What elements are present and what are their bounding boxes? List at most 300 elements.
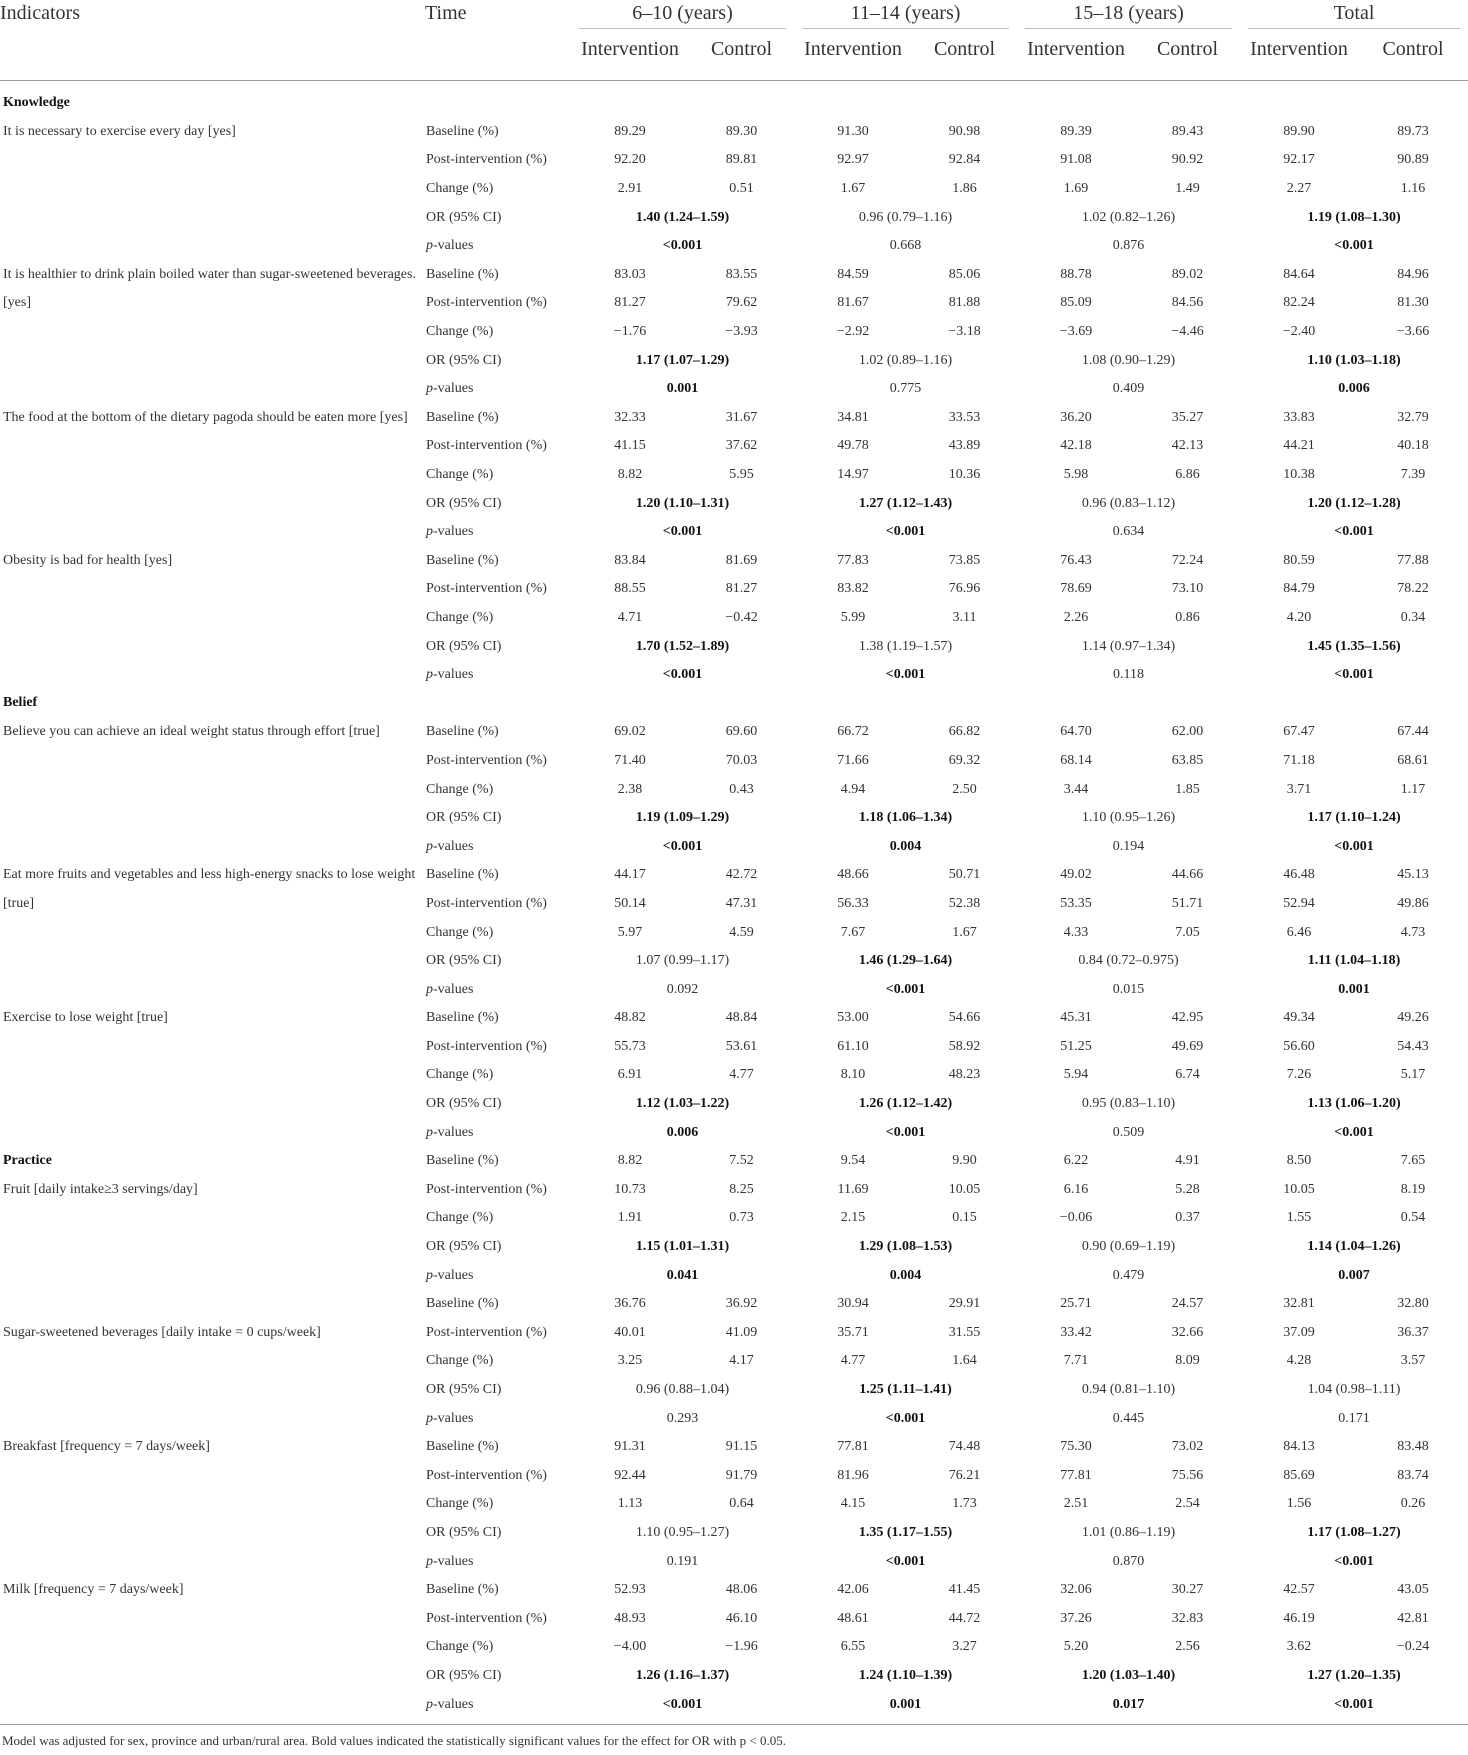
value-cell: 67.44 — [1397, 724, 1429, 740]
indicator-label: Obesity is bad for health [yes] — [3, 552, 173, 568]
p-value-cell: 0.445 — [1112, 1410, 1145, 1426]
value-cell: 6.16 — [1063, 1181, 1089, 1197]
value-cell: 0.37 — [1175, 1210, 1200, 1226]
value-cell: 83.74 — [1397, 1467, 1429, 1483]
col-group-11-14 — [794, 0, 1017, 34]
value-cell: 6.86 — [1175, 467, 1200, 483]
value-cell: 84.64 — [1283, 266, 1315, 282]
row-label-post: Post-intervention (%) — [426, 1181, 547, 1197]
empty-cell — [689, 81, 794, 118]
value-cell: 30.27 — [1171, 1582, 1204, 1598]
value-cell: 89.02 — [1171, 266, 1204, 282]
row-label-p-values: p-values — [426, 1553, 474, 1569]
or-cell: 1.01 (0.86–1.19) — [1081, 1524, 1176, 1540]
row-label-baseline: Baseline (%) — [426, 552, 499, 568]
indicator-label: Believe you can achieve an ideal weight status through effort [true] — [3, 724, 380, 740]
value-cell: 49.86 — [1397, 895, 1429, 911]
value-cell: 4.77 — [840, 1353, 866, 1369]
row-label-p-values: p-values — [426, 381, 474, 397]
or-cell: 1.14 (0.97–1.34) — [1081, 638, 1176, 654]
value-cell: 46.48 — [1283, 867, 1315, 883]
p-value-cell: 0.876 — [1112, 238, 1145, 254]
value-cell: 6.74 — [1175, 1067, 1200, 1083]
p-italic: p — [426, 238, 433, 254]
p-value-cell: <0.001 — [1334, 1696, 1374, 1712]
row-label-or: OR (95% CI) — [426, 1239, 502, 1255]
value-cell: 4.17 — [729, 1353, 754, 1369]
p-italic: p — [426, 1124, 433, 1140]
value-cell: 89.39 — [1060, 123, 1092, 139]
value-cell: 76.96 — [948, 581, 981, 597]
col-group-label: 6–10 (years) — [579, 2, 786, 29]
value-cell: 49.69 — [1171, 1038, 1204, 1054]
col-header-control: Control — [1135, 34, 1240, 81]
value-cell: −3.18 — [948, 324, 981, 340]
value-cell: 3.44 — [1063, 781, 1089, 797]
col-group-6-10 — [571, 0, 794, 34]
p-value-cell: 0.870 — [1112, 1553, 1145, 1569]
table-row — [0, 718, 1468, 747]
value-cell: 10.05 — [948, 1181, 981, 1197]
value-cell: 5.97 — [617, 924, 643, 940]
p-value-cell: 0.004 — [889, 1267, 922, 1283]
value-cell: 3.25 — [617, 1353, 643, 1369]
table-row — [0, 1576, 1468, 1605]
value-cell: 53.61 — [725, 1038, 758, 1054]
table-row — [0, 1147, 1468, 1176]
row-label-post: Post-intervention (%) — [426, 752, 547, 768]
value-cell: 32.81 — [1283, 1296, 1315, 1312]
value-cell: 6.55 — [840, 1639, 866, 1655]
value-cell: 7.65 — [1400, 1153, 1426, 1169]
value-cell: 0.43 — [729, 781, 754, 797]
indicator-label: Eat more fruits and vegetables and less high-energy snacks to lose weight [true] — [3, 867, 416, 911]
row-label-baseline: Baseline (%) — [426, 123, 499, 139]
value-cell: 83.82 — [837, 581, 869, 597]
value-cell: 44.21 — [1283, 438, 1315, 454]
value-cell: 89.73 — [1397, 123, 1429, 139]
empty-cell — [1017, 81, 1135, 118]
row-label-baseline: Baseline (%) — [426, 1439, 499, 1455]
value-cell: 37.62 — [725, 438, 758, 454]
value-cell: 48.82 — [614, 1010, 646, 1026]
or-cell: 1.45 (1.35–1.56) — [1307, 638, 1401, 654]
row-label-p-values: p-values — [426, 981, 474, 997]
value-cell: 66.72 — [837, 724, 869, 740]
value-cell: 1.56 — [1286, 1496, 1312, 1512]
row-label-change: Change (%) — [426, 181, 494, 197]
value-cell: 4.59 — [729, 924, 754, 940]
value-cell: −1.76 — [613, 324, 647, 340]
value-cell: 1.64 — [952, 1353, 977, 1369]
value-cell: 11.69 — [837, 1181, 869, 1197]
value-cell: 63.85 — [1171, 752, 1204, 768]
value-cell: 81.69 — [725, 552, 758, 568]
value-cell: 24.57 — [1171, 1296, 1204, 1312]
value-cell: 10.36 — [948, 467, 981, 483]
or-cell: 1.10 (0.95–1.26) — [1081, 810, 1176, 826]
value-cell: 49.78 — [837, 438, 869, 454]
p-value-cell: <0.001 — [1334, 667, 1374, 683]
value-cell: 36.20 — [1060, 409, 1092, 425]
row-label-p-values: p-values — [426, 1410, 474, 1426]
value-cell: 0.15 — [952, 1210, 977, 1226]
value-cell: −0.06 — [1059, 1210, 1093, 1226]
value-cell: 56.60 — [1283, 1038, 1315, 1054]
p-value-cell: 0.479 — [1112, 1267, 1145, 1283]
row-label-baseline: Baseline (%) — [426, 266, 499, 282]
value-cell: 42.81 — [1397, 1610, 1429, 1626]
value-cell: 41.45 — [948, 1582, 981, 1598]
value-cell: 40.01 — [614, 1324, 646, 1340]
empty-cell — [1358, 81, 1468, 118]
value-cell: 51.71 — [1171, 895, 1204, 911]
empty-cell — [425, 689, 571, 718]
value-cell: 3.71 — [1286, 781, 1312, 797]
value-cell: 73.10 — [1171, 581, 1204, 597]
p-value-cell: 0.293 — [666, 1410, 699, 1426]
or-cell: 1.19 (1.09–1.29) — [635, 810, 730, 826]
indicator-label: Exercise to lose weight [true] — [3, 1010, 168, 1025]
value-cell: 69.60 — [725, 724, 758, 740]
p-value-cell: 0.001 — [889, 1696, 922, 1712]
or-cell: 1.13 (1.06–1.20) — [1307, 1096, 1401, 1112]
value-cell: −3.69 — [1059, 324, 1093, 340]
empty-cell — [689, 689, 794, 718]
p-value-cell: 0.118 — [1113, 667, 1144, 683]
row-label-p-values: p-values — [426, 1267, 474, 1283]
value-cell: 49.02 — [1060, 867, 1092, 883]
or-cell: 1.10 (1.03–1.18) — [1307, 352, 1401, 368]
section-row — [0, 81, 1468, 118]
empty-cell — [912, 81, 1017, 118]
or-cell: 1.25 (1.11–1.41) — [859, 1382, 952, 1398]
indicator-label: It is necessary to exercise every day [yes] — [3, 123, 236, 139]
value-cell: 7.71 — [1063, 1353, 1089, 1369]
value-cell: 4.71 — [617, 609, 643, 625]
header-spacer — [0, 34, 425, 81]
or-cell: 0.95 (0.83–1.10) — [1081, 1096, 1176, 1112]
value-cell: 3.62 — [1286, 1639, 1312, 1655]
or-cell: 1.26 (1.16–1.37) — [635, 1667, 730, 1683]
value-cell: 90.98 — [948, 123, 981, 139]
value-cell: 83.03 — [614, 266, 646, 282]
value-cell: 48.23 — [948, 1067, 981, 1083]
empty-cell — [1240, 81, 1358, 118]
or-cell: 0.94 (0.81–1.10) — [1081, 1382, 1176, 1398]
indicator-label: Sugar-sweetened beverages [daily intake = 0 cups/week] — [3, 1324, 321, 1340]
value-cell: 2.51 — [1063, 1496, 1089, 1512]
value-cell: 83.48 — [1397, 1439, 1429, 1455]
p-italic: p — [426, 667, 433, 683]
col-header-indicators: Indicators — [0, 2, 80, 24]
p-value-cell: 0.004 — [889, 838, 922, 854]
p-value-cell: 0.775 — [889, 381, 922, 397]
value-cell: 41.09 — [725, 1324, 758, 1340]
or-cell: 1.08 (0.90–1.29) — [1081, 352, 1176, 368]
value-cell: 42.72 — [725, 867, 758, 883]
value-cell: 5.95 — [729, 467, 754, 483]
value-cell: 89.81 — [725, 152, 758, 168]
row-label-or: OR (95% CI) — [426, 953, 502, 969]
value-cell: 3.57 — [1400, 1353, 1426, 1369]
p-value-cell: 0.171 — [1338, 1410, 1370, 1426]
value-cell: 42.13 — [1171, 438, 1204, 454]
empty-cell — [571, 81, 689, 118]
value-cell: 8.19 — [1400, 1181, 1426, 1197]
row-label-baseline: Baseline (%) — [426, 1296, 499, 1312]
p-value-cell: <0.001 — [1334, 1553, 1374, 1569]
p-value-cell: <0.001 — [885, 1410, 926, 1426]
value-cell: 8.09 — [1175, 1353, 1200, 1369]
value-cell: 0.86 — [1175, 609, 1200, 625]
value-cell: 5.94 — [1063, 1067, 1089, 1083]
p-italic: p — [426, 381, 433, 397]
value-cell: 91.79 — [725, 1467, 758, 1483]
row-label-post: Post-intervention (%) — [426, 1610, 547, 1626]
or-cell: 0.96 (0.79–1.16) — [858, 209, 953, 225]
value-cell: 40.18 — [1397, 438, 1429, 454]
table-row — [0, 1176, 1468, 1205]
value-cell: 9.54 — [840, 1153, 866, 1169]
value-cell: 62.00 — [1171, 724, 1204, 740]
value-cell: 5.99 — [840, 609, 866, 625]
table-body — [0, 81, 1468, 1719]
value-cell: 84.96 — [1397, 266, 1429, 282]
value-cell: 49.34 — [1283, 1010, 1315, 1026]
value-cell: −3.93 — [725, 324, 758, 340]
value-cell: 51.25 — [1060, 1038, 1092, 1054]
col-header-control: Control — [1358, 34, 1468, 81]
or-cell: 1.27 (1.20–1.35) — [1307, 1667, 1401, 1683]
value-cell: 81.27 — [725, 581, 758, 597]
or-cell: 1.07 (0.99–1.17) — [635, 953, 730, 969]
p-value-cell: 0.001 — [666, 381, 699, 397]
p-value-cell: 0.015 — [1112, 981, 1145, 997]
value-cell: 43.89 — [948, 438, 981, 454]
p-value-cell: <0.001 — [662, 667, 703, 683]
row-label-baseline: Baseline (%) — [426, 1153, 499, 1169]
p-italic: p — [426, 1553, 433, 1569]
p-italic: p — [426, 1696, 433, 1712]
col-header-control: Control — [689, 34, 794, 81]
value-cell: 1.55 — [1286, 1210, 1312, 1226]
row-label-change: Change (%) — [426, 1496, 494, 1512]
p-value-cell: <0.001 — [662, 524, 703, 540]
or-cell: 1.17 (1.08–1.27) — [1307, 1524, 1401, 1540]
value-cell: 89.90 — [1283, 123, 1315, 139]
indicator-label: Breakfast [frequency = 7 days/week] — [3, 1438, 210, 1454]
row-label-baseline: Baseline (%) — [426, 867, 499, 883]
row-label-or: OR (95% CI) — [426, 209, 502, 225]
or-cell: 1.20 (1.10–1.31) — [635, 495, 730, 511]
or-cell: 1.29 (1.08–1.53) — [858, 1239, 953, 1255]
value-cell: 71.18 — [1283, 752, 1315, 768]
value-cell: 4.94 — [840, 781, 866, 797]
indicator-label: The food at the bottom of the dietary pagoda should be eaten more [yes] — [3, 409, 408, 425]
row-label-post: Post-intervention (%) — [426, 438, 547, 454]
col-header-intervention: Intervention — [1017, 34, 1135, 81]
table-row — [0, 1004, 1468, 1033]
value-cell: 2.56 — [1175, 1639, 1200, 1655]
row-label-change: Change (%) — [426, 1067, 494, 1083]
p-italic: p — [426, 1267, 433, 1283]
or-cell: 1.24 (1.10–1.39) — [858, 1667, 953, 1683]
or-cell: 1.20 (1.12–1.28) — [1307, 495, 1401, 511]
row-label-change: Change (%) — [426, 924, 494, 940]
col-header-intervention: Intervention — [1240, 34, 1358, 81]
value-cell: −4.00 — [613, 1639, 647, 1655]
value-cell: 77.81 — [837, 1439, 869, 1455]
value-cell: 67.47 — [1283, 724, 1315, 740]
value-cell: 78.22 — [1397, 581, 1429, 597]
value-cell: 7.67 — [840, 924, 866, 940]
value-cell: 50.14 — [614, 895, 646, 911]
value-cell: 10.05 — [1283, 1181, 1315, 1197]
or-cell: 0.90 (0.69–1.19) — [1081, 1239, 1176, 1255]
value-cell: 50.71 — [948, 867, 981, 883]
table-row — [0, 1433, 1468, 1462]
p-value-cell: 0.092 — [666, 981, 699, 997]
value-cell: 34.81 — [837, 409, 869, 425]
value-cell: 53.00 — [837, 1010, 869, 1026]
or-cell: 1.02 (0.89–1.16) — [858, 352, 953, 368]
value-cell: 92.20 — [614, 152, 646, 168]
value-cell: 1.13 — [617, 1496, 643, 1512]
indicator-label: Milk [frequency = 7 days/week] — [3, 1581, 184, 1597]
row-label-baseline: Baseline (%) — [426, 1010, 499, 1026]
value-cell: 54.43 — [1397, 1038, 1429, 1054]
p-value-cell: <0.001 — [885, 1553, 926, 1569]
value-cell: 35.71 — [837, 1324, 869, 1340]
value-cell: 32.66 — [1171, 1324, 1204, 1340]
value-cell: 0.26 — [1400, 1496, 1426, 1512]
or-cell: 1.26 (1.12–1.42) — [858, 1096, 953, 1112]
table-row — [0, 1319, 1468, 1348]
col-group-total — [1240, 0, 1468, 34]
value-cell: 92.17 — [1283, 152, 1315, 168]
value-cell: 32.79 — [1397, 409, 1429, 425]
row-label-change: Change (%) — [426, 1639, 494, 1655]
value-cell: 8.25 — [729, 1181, 754, 1197]
value-cell: 78.69 — [1060, 581, 1092, 597]
empty-cell — [425, 81, 571, 118]
col-header-control: Control — [912, 34, 1017, 81]
value-cell: 68.14 — [1060, 752, 1092, 768]
col-group-label: 15–18 (years) — [1025, 2, 1232, 29]
p-value-cell: 0.409 — [1112, 381, 1145, 397]
value-cell: 33.53 — [948, 409, 981, 425]
value-cell: 91.08 — [1060, 152, 1092, 168]
value-cell: 92.84 — [948, 152, 981, 168]
section-title: Belief — [3, 695, 38, 711]
col-group-label: 11–14 (years) — [802, 2, 1009, 29]
or-cell: 1.15 (1.01–1.31) — [635, 1239, 730, 1255]
value-cell: 1.67 — [952, 924, 977, 940]
value-cell: −0.42 — [725, 609, 758, 625]
value-cell: 4.33 — [1063, 924, 1089, 940]
value-cell: 8.82 — [617, 1153, 643, 1169]
indicator-label: Fruit [daily intake≥3 servings/day] — [3, 1181, 198, 1197]
value-cell: 76.21 — [948, 1467, 981, 1483]
value-cell: 89.30 — [725, 123, 758, 139]
table-row — [0, 547, 1468, 576]
indicator-label: It is healthier to drink plain boiled water than sugar-sweetened beverages. [yes] — [3, 266, 416, 311]
row-label-change: Change (%) — [426, 609, 494, 625]
p-value-cell: <0.001 — [885, 981, 926, 997]
value-cell: −2.92 — [836, 324, 870, 340]
value-cell: 77.88 — [1397, 552, 1429, 568]
or-cell: 1.17 (1.10–1.24) — [1307, 810, 1401, 826]
value-cell: 70.03 — [725, 752, 758, 768]
empty-cell — [912, 689, 1017, 718]
value-cell: 89.29 — [614, 123, 646, 139]
value-cell: 7.39 — [1400, 467, 1426, 483]
value-cell: 48.61 — [837, 1610, 869, 1626]
value-cell: 37.26 — [1060, 1610, 1092, 1626]
value-cell: 4.28 — [1286, 1353, 1312, 1369]
value-cell: 91.15 — [725, 1439, 758, 1455]
value-cell: 3.27 — [952, 1639, 977, 1655]
value-cell: 88.55 — [614, 581, 646, 597]
p-value-cell: <0.001 — [885, 1124, 926, 1140]
value-cell: 0.34 — [1400, 609, 1426, 625]
value-cell: 52.93 — [614, 1582, 646, 1598]
p-value-cell: <0.001 — [1334, 238, 1374, 254]
value-cell: 75.30 — [1060, 1439, 1092, 1455]
value-cell: 49.26 — [1397, 1010, 1429, 1026]
value-cell: 84.59 — [837, 266, 869, 282]
value-cell: 33.42 — [1060, 1324, 1092, 1340]
empty-cell — [0, 1290, 425, 1319]
value-cell: 42.95 — [1171, 1010, 1204, 1026]
or-cell: 1.04 (0.98–1.11) — [1307, 1382, 1401, 1398]
row-label-post: Post-intervention (%) — [426, 1467, 547, 1483]
p-value-cell: 0.006 — [666, 1124, 699, 1140]
or-cell: 1.19 (1.08–1.30) — [1307, 209, 1401, 225]
value-cell: 31.67 — [725, 409, 758, 425]
value-cell: 31.55 — [948, 1324, 981, 1340]
footer-rule — [0, 1724, 1468, 1725]
value-cell: 55.73 — [614, 1038, 646, 1054]
table-header — [0, 0, 1468, 81]
value-cell: 5.28 — [1175, 1181, 1200, 1197]
header-spacer — [425, 34, 571, 81]
value-cell: 42.18 — [1060, 438, 1092, 454]
value-cell: 35.27 — [1171, 409, 1204, 425]
value-cell: 7.05 — [1175, 924, 1200, 940]
row-label-or: OR (95% CI) — [426, 638, 502, 654]
row-label-baseline: Baseline (%) — [426, 1582, 499, 1598]
value-cell: 74.48 — [948, 1439, 981, 1455]
empty-cell — [1240, 689, 1358, 718]
empty-cell — [794, 81, 912, 118]
value-cell: 69.32 — [948, 752, 981, 768]
table-row — [0, 1290, 1468, 1319]
row-label-p-values: p-values — [426, 238, 474, 254]
value-cell: 4.77 — [729, 1067, 754, 1083]
value-cell: 30.94 — [837, 1296, 869, 1312]
value-cell: 1.86 — [952, 181, 977, 197]
value-cell: 1.67 — [840, 181, 866, 197]
row-label-p-values: p-values — [426, 667, 474, 683]
p-value-cell: <0.001 — [662, 838, 703, 854]
value-cell: 42.06 — [837, 1582, 869, 1598]
value-cell: 10.38 — [1283, 467, 1315, 483]
value-cell: 81.27 — [614, 295, 646, 311]
row-label-baseline: Baseline (%) — [426, 724, 499, 740]
p-value-cell: 0.634 — [1112, 524, 1145, 540]
